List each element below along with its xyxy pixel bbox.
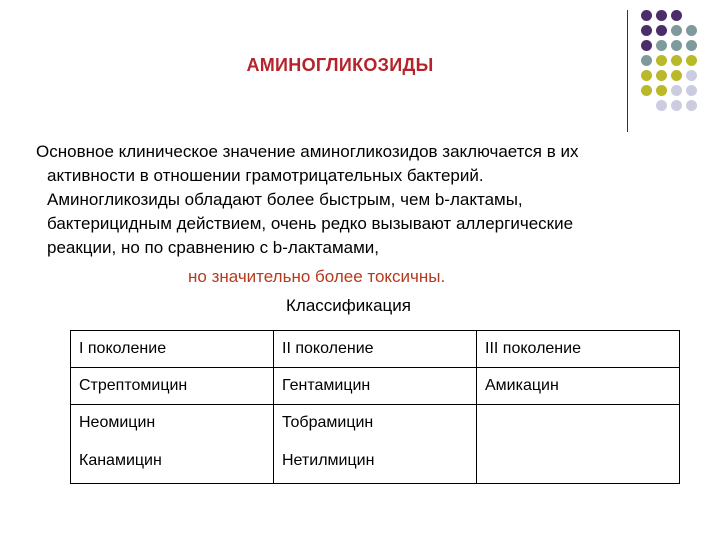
decorative-dot bbox=[641, 85, 652, 96]
decorative-dot bbox=[686, 55, 697, 66]
decorative-dot bbox=[671, 40, 682, 51]
table-row bbox=[71, 405, 680, 484]
intro-paragraph bbox=[36, 140, 686, 260]
decorative-dot bbox=[686, 100, 697, 111]
paragraph-line: Основное клиническое значение аминогликозидов заключается в их bbox=[36, 142, 579, 161]
paragraph-line: бактерицидным действием, очень редко вызывают аллергические bbox=[47, 214, 574, 233]
decorative-dot bbox=[671, 10, 682, 21]
drug-name: Канамицин bbox=[79, 452, 162, 469]
decorative-dot bbox=[671, 100, 682, 111]
classification-table bbox=[70, 330, 680, 484]
header-cell-gen2: II поколение bbox=[274, 331, 477, 368]
decorative-dot bbox=[656, 10, 667, 21]
decorative-dot bbox=[641, 10, 652, 21]
table-cell-empty bbox=[477, 405, 680, 484]
paragraph-line: Аминогликозиды обладают более быстрым, чем b-лактамы, bbox=[47, 190, 523, 209]
paragraph-line: реакции, но по сравнению с b-лактамами, bbox=[47, 238, 380, 257]
toxicity-highlight: но значительно более токсичны. bbox=[188, 267, 446, 286]
decorative-dot bbox=[641, 40, 652, 51]
header-cell-gen1: I поколение bbox=[71, 331, 274, 368]
classification-heading: Классификация bbox=[286, 296, 411, 315]
header-cell-gen3: III поколение bbox=[477, 331, 680, 368]
decorative-dot bbox=[656, 25, 667, 36]
table-header-row bbox=[71, 331, 680, 368]
slide-title: АМИНОГЛИКОЗИДЫ bbox=[246, 55, 434, 75]
decorative-dot bbox=[656, 40, 667, 51]
drug-name: Неомицин bbox=[79, 414, 156, 431]
decorative-dot bbox=[686, 70, 697, 81]
decorative-dot bbox=[686, 25, 697, 36]
table-row bbox=[71, 368, 680, 405]
decorative-dot bbox=[656, 100, 667, 111]
table-cell bbox=[71, 405, 274, 484]
decorative-dot bbox=[671, 25, 682, 36]
decorative-dot bbox=[656, 85, 667, 96]
table-cell: Амикацин bbox=[477, 368, 680, 405]
decorative-dot bbox=[641, 25, 652, 36]
paragraph-line: активности в отношении грамотрицательных бактерий. bbox=[47, 166, 484, 185]
table-cell bbox=[274, 405, 477, 484]
table-cell: Гентамицин bbox=[274, 368, 477, 405]
decorative-dot bbox=[686, 85, 697, 96]
decorative-dot bbox=[671, 85, 682, 96]
drug-name: Нетилмицин bbox=[282, 452, 375, 469]
table-cell: Стрептомицин bbox=[71, 368, 274, 405]
drug-name: Тобрамицин bbox=[282, 414, 374, 431]
decorative-dot bbox=[686, 40, 697, 51]
